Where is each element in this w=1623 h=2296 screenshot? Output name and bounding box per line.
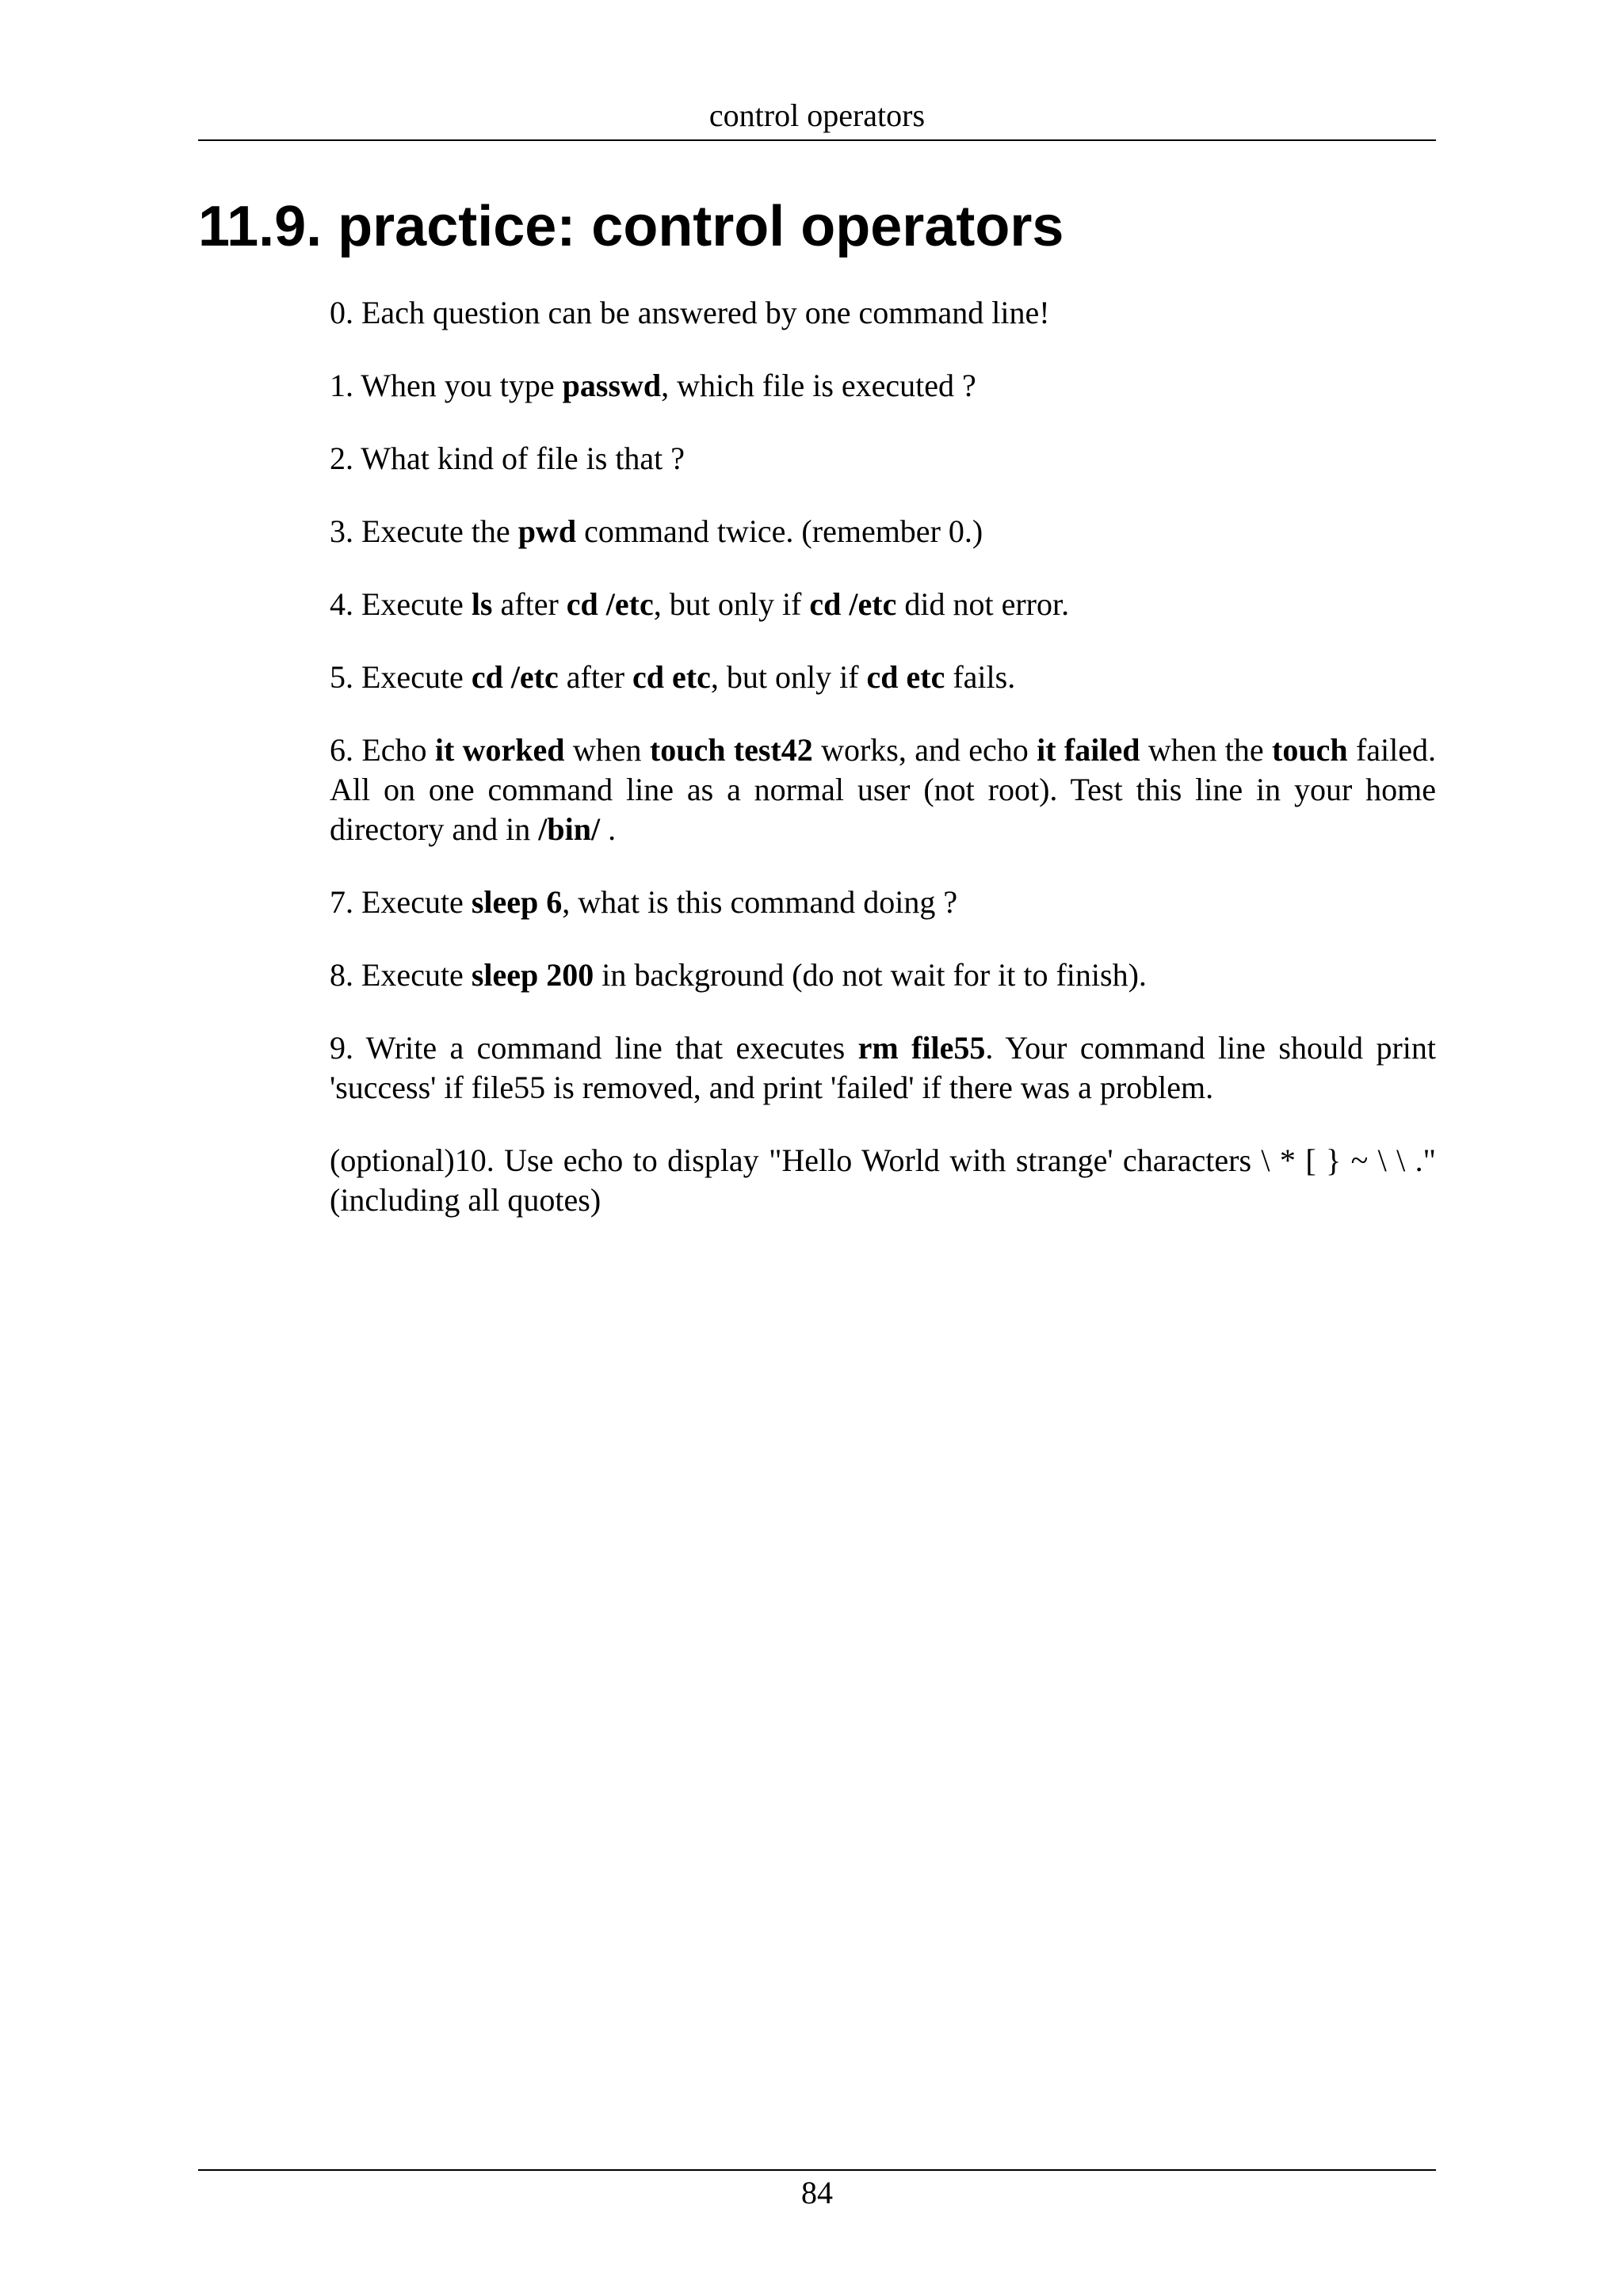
question-item [330, 512, 1436, 551]
question-item [330, 1141, 1436, 1220]
question-text: 1. When you type [330, 368, 563, 403]
question-text: when the [1140, 732, 1273, 768]
question-item [330, 1028, 1436, 1108]
question-text: 7. Execute [330, 884, 472, 920]
question-item [330, 883, 1436, 922]
question-text: (optional)10. Use echo to display "Hello World with strange' characters \ * [ } ~ \ \ ." (including all quotes) [330, 1142, 1436, 1218]
question-text: , which file is executed ? [661, 368, 976, 403]
question-text: . [600, 811, 617, 847]
command-text: cd /etc [566, 586, 654, 622]
command-text: /bin/ [538, 811, 601, 847]
command-text: sleep 6 [471, 884, 563, 920]
question-text: fails. [945, 659, 1016, 695]
question-text: 3. Execute the [330, 513, 518, 549]
command-text: cd /etc [809, 586, 897, 622]
command-text: touch [1272, 732, 1348, 768]
command-text: cd /etc [471, 659, 559, 695]
question-text: 0. Each question can be answered by one command line! [330, 295, 1050, 330]
question-item [330, 730, 1436, 849]
question-text: after [492, 586, 567, 622]
question-item [330, 366, 1436, 406]
question-item [330, 585, 1436, 624]
question-text: in background (do not wait for it to finish). [594, 957, 1147, 993]
command-text: cd etc [632, 659, 711, 695]
question-text: 2. What kind of file is that ? [330, 441, 685, 476]
command-text: pwd [517, 513, 577, 549]
question-item [330, 955, 1436, 995]
question-text: works, and echo [812, 732, 1037, 768]
question-text: when [564, 732, 650, 768]
question-text: command twice. (remember 0.) [576, 513, 983, 549]
question-text: 9. Write a command line that executes [330, 1030, 858, 1066]
question-text: 6. Echo [330, 732, 435, 768]
command-text: ls [471, 586, 493, 622]
question-text: 4. Execute [330, 586, 472, 622]
command-text: touch test42 [649, 732, 813, 768]
command-text: cd etc [866, 659, 945, 695]
running-header: control operators [708, 97, 926, 133]
question-text: after [558, 659, 633, 695]
command-text: it failed [1037, 732, 1140, 768]
command-text: it worked [434, 732, 565, 768]
command-text: sleep 200 [471, 957, 594, 993]
command-text: rm file55 [857, 1030, 986, 1066]
section-title: 11.9. practice: control operators [198, 195, 1064, 258]
command-text: passwd [562, 368, 662, 403]
question-text: . Your command line should print 'success' if file55 is removed, and print 'failed' if there was a problem. [330, 1030, 1436, 1105]
question-item [330, 293, 1436, 333]
question-item [330, 439, 1436, 479]
header-rule [198, 139, 1436, 141]
question-text: 5. Execute [330, 659, 472, 695]
question-text: , but only if [710, 659, 867, 695]
question-item [330, 658, 1436, 697]
question-text: did not error. [896, 586, 1070, 622]
question-text: , what is this command doing ? [562, 884, 958, 920]
question-text: 8. Execute [330, 957, 472, 993]
question-text: failed. All on one command line as a normal user (not root). Test this line in your home directory and in [330, 732, 1437, 847]
question-list [330, 293, 1436, 1253]
page-number: 84 [801, 2175, 833, 2210]
question-text: , but only if [653, 586, 810, 622]
